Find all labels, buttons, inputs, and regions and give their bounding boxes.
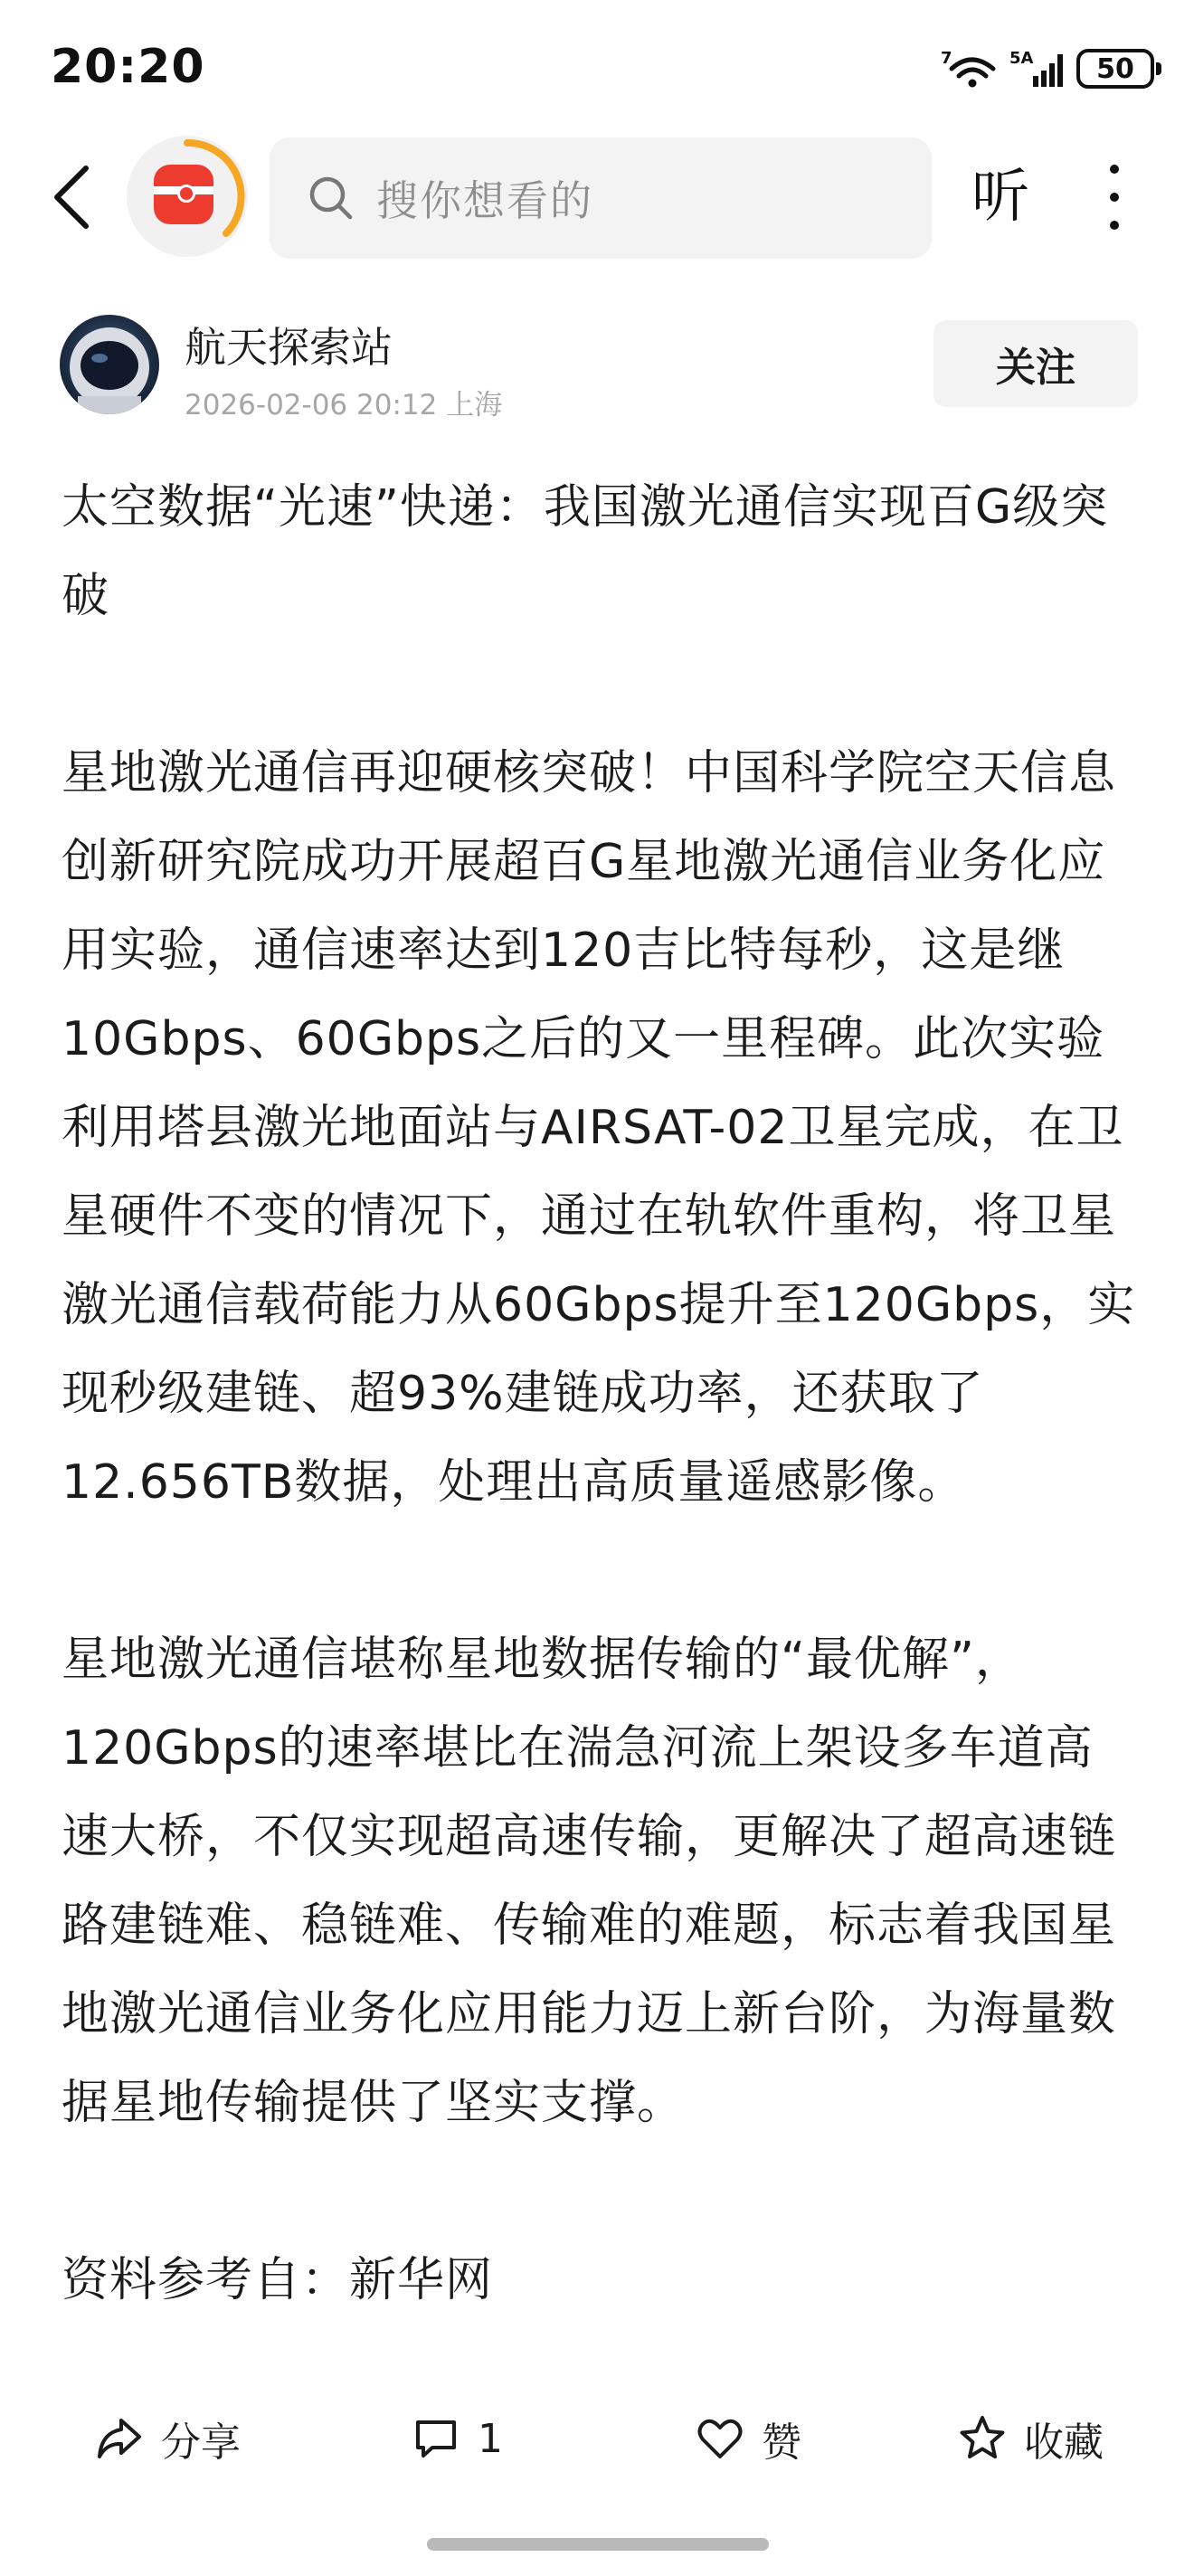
signal-icon: [1009, 49, 1064, 89]
back-button[interactable]: [40, 161, 103, 233]
star-icon: [957, 2413, 1008, 2464]
battery-icon: [1076, 49, 1154, 89]
status-time: 20:20: [51, 40, 205, 94]
app-logo[interactable]: [127, 136, 248, 257]
comment-count: 1: [478, 2415, 503, 2462]
comment-button[interactable]: [411, 2410, 503, 2467]
status-icons: [941, 45, 1154, 92]
like-label: 赞: [762, 2420, 801, 2466]
network-label: 5A: [1009, 49, 1034, 68]
share-label: 分享: [161, 2420, 241, 2466]
top-nav: [0, 136, 1194, 262]
bottom-action-bar: [0, 2363, 1194, 2507]
logo-tile-icon: [154, 165, 213, 224]
home-indicator[interactable]: [427, 2538, 769, 2551]
article-source: 资料参考自：新华网: [62, 2253, 494, 2307]
more-options-icon[interactable]: [1096, 159, 1132, 235]
content-fade: [0, 2316, 1194, 2370]
avatar[interactable]: [60, 315, 159, 414]
article-paragraph: 星地激光通信堪称星地数据传输的“最优解”，120Gbps的速率堪比在湍急河流上架设多车道高速大桥，不仅实现超高速传输，更解决了超高速链路建链难、稳链难、传输难的难题，标志着我国星地激光通信业务化应用能力迈上新台阶，为海量数据星地传输提供了坚实支撑。: [62, 1633, 1117, 2130]
wifi-icon: [941, 49, 997, 89]
article-body: [62, 463, 1138, 2363]
heart-icon: [695, 2413, 745, 2464]
wifi-label: 7: [941, 49, 952, 68]
comment-icon: [411, 2413, 461, 2464]
status-bar: [0, 0, 1194, 136]
follow-button[interactable]: 关注: [933, 320, 1138, 407]
favorite-label: 收藏: [1024, 2420, 1104, 2466]
search-placeholder: 搜你想看的: [376, 176, 593, 225]
share-icon: [94, 2413, 145, 2464]
listen-button[interactable]: 听: [971, 164, 1029, 231]
article-title: 太空数据“光速”快递：我国激光通信实现百G级突破: [62, 480, 1109, 623]
favorite-button[interactable]: [957, 2410, 1104, 2467]
battery-level: 50: [1096, 52, 1134, 85]
like-button[interactable]: [695, 2410, 801, 2467]
author-row: [0, 308, 1194, 425]
search-icon: [308, 175, 355, 222]
search-input[interactable]: [270, 137, 932, 259]
article-paragraph: 星地激光通信再迎硬核突破！中国科学院空天信息创新研究院成功开展超百G星地激光通信业务化应用实验，通信速率达到120吉比特每秒，这是继10Gbps、60Gbps之后的又一里程碑。此次实验利用塔县激光地面站与AIRSAT-02卫星完成，在卫星硬件不变的情况下，通过在轨软件重构，将卫星激光通信载荷能力从60Gbps提升至120Gbps，实现秒级建链、超93%建链成功率，还获取了12.656TB数据，处理出高质量遥感影像。: [62, 746, 1136, 1510]
share-button[interactable]: [94, 2410, 241, 2467]
publish-meta: 2026-02-06 20:12 上海: [185, 389, 503, 421]
author-name[interactable]: 航天探索站: [185, 323, 393, 372]
astronaut-helmet-icon: [60, 315, 159, 414]
chevron-left-icon: [52, 165, 91, 230]
